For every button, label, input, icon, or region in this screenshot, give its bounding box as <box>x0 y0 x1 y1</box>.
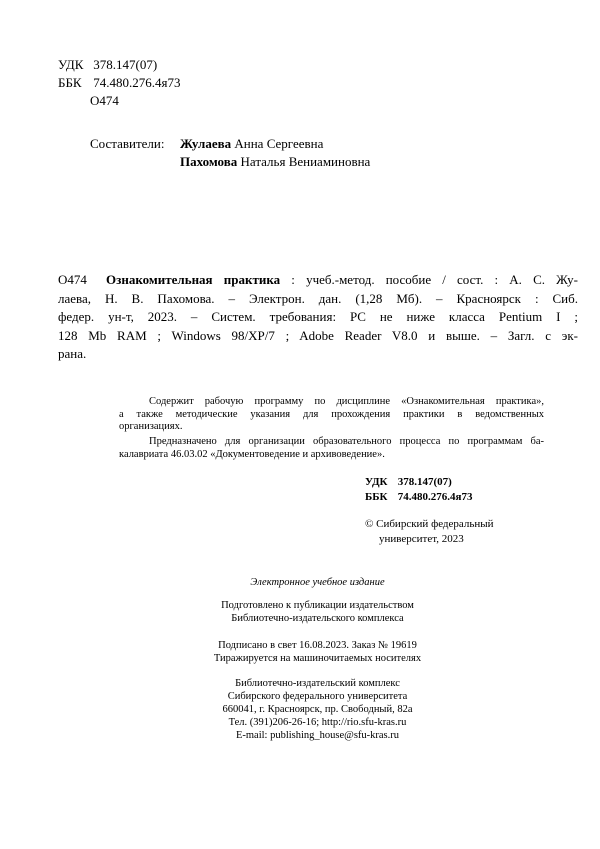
compilers-label: Составители: <box>90 136 165 151</box>
entry-line-4: 128 Mb RAM ; Windows 98/XP/7 ; Adobe Reader V8.0 и выше. – Загл. с эк- <box>58 327 578 343</box>
publisher-line-2: Сибирского федерального университета <box>227 691 408 702</box>
copyright-line-1: © Сибирский федеральный <box>365 518 494 530</box>
signed-line: Подписано в свет 16.08.2023. Заказ № 19619 <box>218 640 417 651</box>
copies-line: Тиражируется на машиночитаемых носителях <box>213 653 422 664</box>
abstract-p1-line-2: а также методические указания для прохождения практики в ведомственных <box>119 408 544 420</box>
prepared-line-2: Библиотечно-издательского комплекса <box>231 613 404 624</box>
udk-label: УДК <box>58 57 84 72</box>
abstract-p2-line-1: Предназначено для организации образовательного процесса по программам ба- <box>149 436 544 447</box>
edition-type: Электронное учебное издание <box>250 577 385 588</box>
abstract-p2-line-2: калавриата 46.03.02 «Документоведение и архивоведение». <box>119 448 385 460</box>
entry-line-1 <box>106 271 578 290</box>
abstract-p1-line-3: организациях. <box>119 421 183 433</box>
publisher-address: 660041, г. Красноярск, пр. Свободный, 82а <box>222 704 413 715</box>
publisher-email: E-mail: publishing_house@sfu-kras.ru <box>235 730 400 741</box>
udk-repeat-line <box>365 476 452 489</box>
abstract-p1-line-1: Содержит рабочую программу по дисциплине «Ознакомительная практика», <box>149 396 544 407</box>
bbk-repeat-label: ББК <box>365 491 388 503</box>
udk-repeat-label: УДК <box>365 476 388 488</box>
compiler-2 <box>180 153 370 170</box>
entry-line-1-rest: : учеб.-метод. пособие / сост. : А. С. Жу- <box>291 272 578 287</box>
compiler-2-first-name: Наталья Вениаминовна <box>240 154 371 169</box>
author-mark: О474 <box>90 93 119 108</box>
compiler-2-last-name: Пахомова <box>180 154 238 169</box>
udk-repeat-value: 378.147(07) <box>397 476 452 488</box>
bbk-repeat-line <box>365 491 472 504</box>
compiler-1-first-name: Анна Сергеевна <box>234 136 324 151</box>
udk-value: 378.147(07) <box>93 57 158 72</box>
bbk-label: ББК <box>58 75 82 90</box>
prepared-line-1: Подготовлено к публикации издательством <box>221 600 414 611</box>
abstract-paragraph-2 <box>119 436 544 461</box>
entry-line-5: рана. <box>58 346 87 362</box>
abstract-paragraph-1 <box>119 396 544 434</box>
copyright-line-2: университет, 2023 <box>379 533 464 545</box>
entry-line-3: федер. ун-т, 2023. – Систем. требования: PC не ниже класса Pentium I ; <box>58 309 578 325</box>
publisher-line-1: Библиотечно-издательский комплекс <box>235 678 400 689</box>
entry-line-2: лаева, Н. В. Пахомова. – Электрон. дан. (1,28 Мб). – Красноярск : Сиб. <box>58 290 578 306</box>
bbk-repeat-value: 74.480.276.4я73 <box>397 491 473 503</box>
compiler-1-last-name: Жулаева <box>180 136 232 151</box>
publisher-phone-site: Тел. (391)206-26-16; http://rio.sfu-kras.ru <box>228 717 407 728</box>
entry-title: Ознакомительная практика <box>106 272 281 287</box>
entry-mark: О474 <box>58 272 87 287</box>
compiler-1 <box>180 135 323 152</box>
bbk-value: 74.480.276.4я73 <box>93 75 181 90</box>
udk-line <box>58 56 157 73</box>
bibliographic-entry <box>58 271 578 364</box>
bbk-line <box>58 74 180 91</box>
